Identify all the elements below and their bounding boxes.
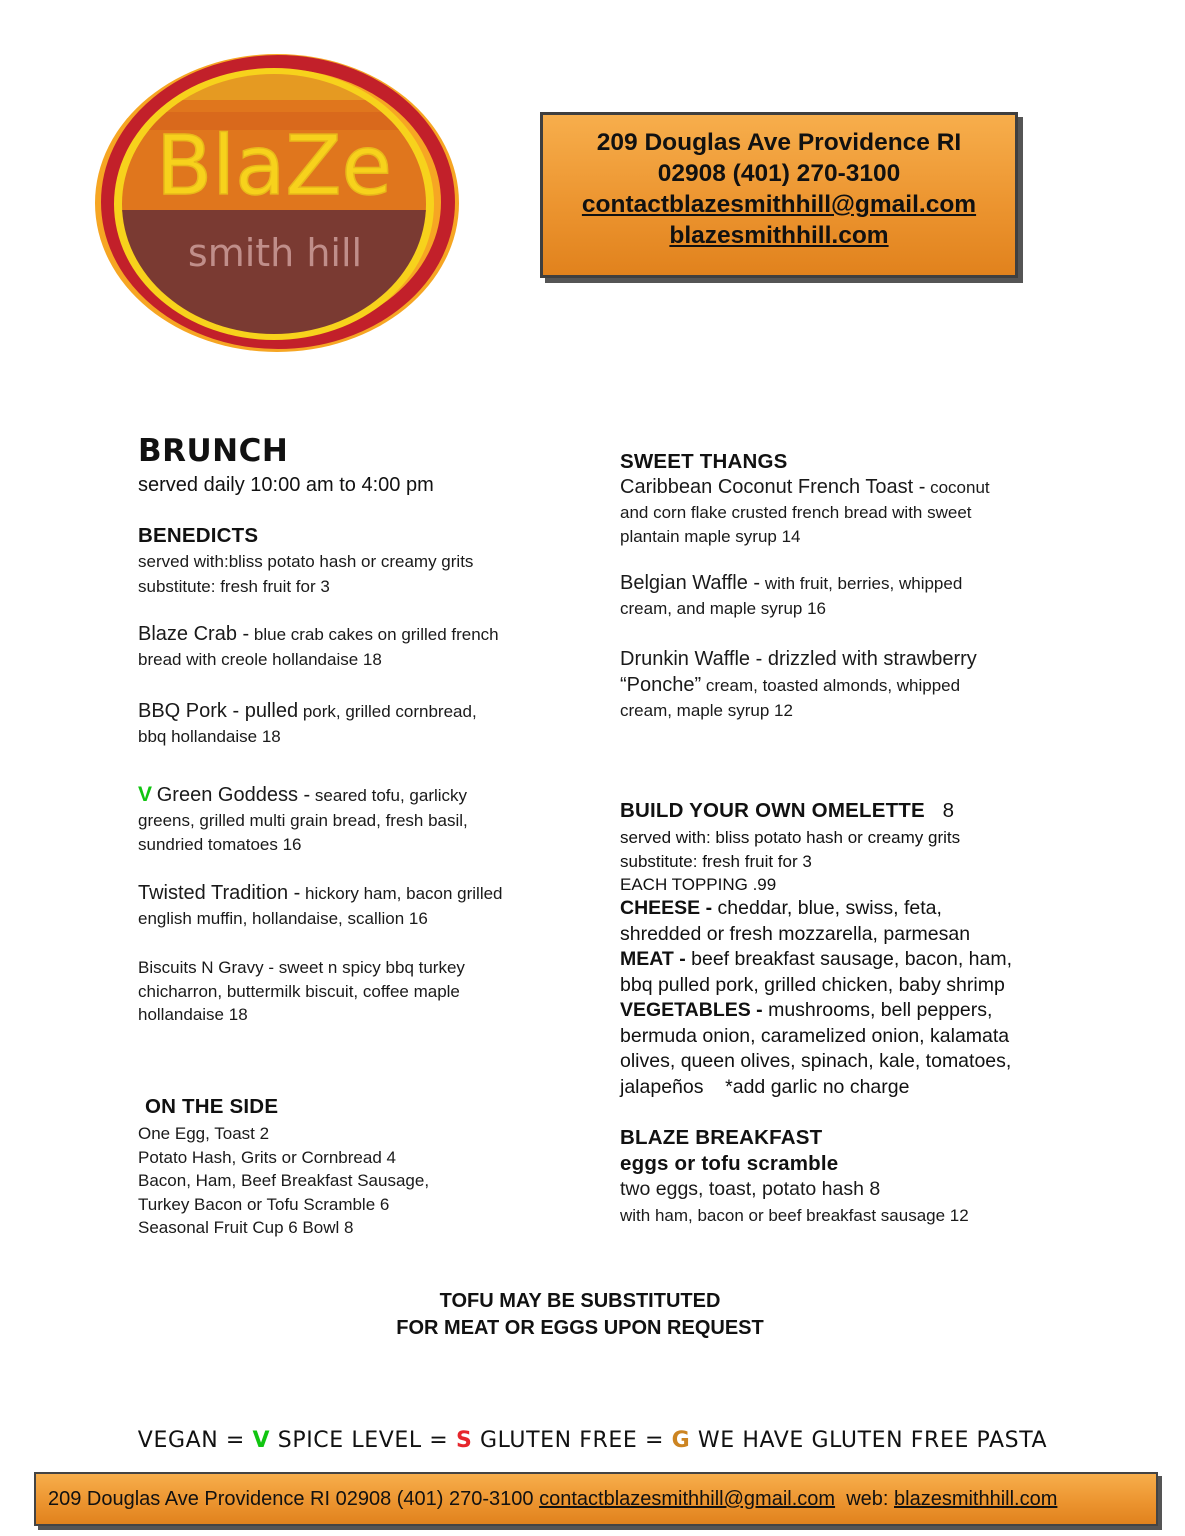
- menu-item-biscuits-n-gravy: [138, 956, 578, 1027]
- legend-pasta-note: WE HAVE GLUTEN FREE PASTA: [697, 1428, 1048, 1453]
- brunch-title: BRUNCH: [138, 433, 289, 469]
- vegetable-options: mushrooms, bell peppers,: [768, 999, 993, 1021]
- footer-website-link[interactable]: blazesmithhill.com: [894, 1488, 1058, 1510]
- item-desc: with fruit, berries, whipped: [764, 574, 963, 593]
- item-desc: cream, toasted almonds, whipped: [705, 675, 961, 695]
- list-item: Bacon, Ham, Beef Breakfast Sausage,: [138, 1171, 430, 1190]
- footer-bar: [34, 1472, 1158, 1526]
- cheese-options: shredded or fresh mozzarella, parmesan: [620, 922, 971, 945]
- menu-item-drunkin-waffle: [620, 647, 1060, 724]
- list-item: Seasonal Fruit Cup 6 Bowl 8: [138, 1218, 354, 1237]
- item-desc: cream, and maple syrup 16: [620, 598, 826, 618]
- omelette-served-with: served with: bliss potato hash or creamy grits: [620, 828, 961, 847]
- footer-web-label: web:: [846, 1488, 889, 1510]
- meat-options: bbq pulled pork, grilled chicken, baby shrimp: [620, 973, 1005, 996]
- item-desc: bbq hollandaise 18: [138, 726, 281, 746]
- vegetable-options: jalapeños *add garlic no charge: [620, 1075, 910, 1098]
- brunch-hours: served daily 10:00 am to 4:00 pm: [138, 474, 434, 496]
- cheese-label: CHEESE -: [620, 897, 713, 919]
- menu-item-twisted-tradition: [138, 881, 578, 931]
- vegan-mark: V: [138, 783, 153, 806]
- vegetables-label: VEGETABLES -: [620, 999, 763, 1021]
- blaze-breakfast-subtitle: eggs or tofu scramble: [620, 1152, 839, 1175]
- item-desc: hickory ham, bacon grilled: [305, 884, 503, 903]
- item-desc: and corn flake crusted french bread with sweet: [620, 502, 972, 522]
- item-name: Green Goddess -: [156, 784, 311, 806]
- benedicts-substitute: substitute: fresh fruit for 3: [138, 576, 330, 596]
- item-desc: sweet n spicy bbq turkey: [278, 958, 465, 977]
- item-desc: pork, grilled cornbread,: [302, 702, 477, 721]
- logo-word: BlaZe: [156, 119, 392, 214]
- blaze-breakfast-line: with ham, bacon or beef breakfast sausage 12: [620, 1205, 969, 1225]
- omelette-toppings: [620, 896, 1070, 1100]
- meat-label: MEAT -: [620, 948, 686, 970]
- blaze-logo: [92, 52, 462, 354]
- item-desc: “Ponche”: [620, 673, 702, 696]
- item-desc: plantain maple syrup 14: [620, 527, 801, 546]
- item-desc: english muffin, hollandaise, scallion 16: [138, 908, 428, 928]
- logo-subtitle: smith hill: [187, 231, 363, 275]
- list-item: One Egg, Toast 2: [138, 1124, 270, 1143]
- tofu-note-line2: FOR MEAT OR EGGS UPON REQUEST: [396, 1317, 764, 1339]
- omelette-info: [620, 826, 1070, 897]
- tofu-note-line1: TOFU MAY BE SUBSTITUTED: [439, 1290, 721, 1312]
- legend-spice-mark: S: [455, 1428, 473, 1453]
- vegetable-options: olives, queen olives, spinach, kale, tomatoes,: [620, 1050, 1012, 1072]
- omelette-title: [620, 799, 954, 823]
- menu-item-bbq-pork: [138, 699, 578, 749]
- omelette-price: 8: [942, 799, 955, 822]
- tofu-note: [330, 1288, 830, 1342]
- item-name: Belgian Waffle -: [620, 572, 761, 594]
- legend-gluten-label: GLUTEN FREE =: [479, 1428, 665, 1453]
- item-name: Caribbean Coconut French Toast -: [620, 476, 926, 498]
- contact-website-link[interactable]: blazesmithhill.com: [669, 222, 889, 249]
- contact-address-line2: 02908 (401) 270-3100: [657, 160, 901, 187]
- omelette-title-text: BUILD YOUR OWN OMELETTE: [620, 799, 925, 822]
- vegetable-options: bermuda onion, caramelized onion, kalamata: [620, 1024, 1010, 1047]
- legend-vegan-mark: V: [252, 1428, 271, 1453]
- item-desc: sundried tomatoes 16: [138, 835, 302, 854]
- cheese-options: cheddar, blue, swiss, feta,: [717, 897, 942, 919]
- item-name: BBQ Pork - pulled: [138, 700, 299, 722]
- contact-address-line1: 209 Douglas Ave Providence RI: [596, 129, 962, 156]
- item-desc: cream, maple syrup 12: [620, 701, 793, 720]
- omelette-substitute: substitute: fresh fruit for 3: [620, 851, 812, 871]
- menu-item-belgian-waffle: [620, 571, 1060, 621]
- legend-vegan-label: VEGAN =: [137, 1428, 245, 1453]
- item-desc: coconut: [930, 478, 990, 497]
- item-desc: blue crab cakes on grilled french: [253, 625, 499, 644]
- sweet-thangs-title: SWEET THANGS: [620, 450, 788, 473]
- blaze-breakfast-title: BLAZE BREAKFAST: [620, 1126, 823, 1149]
- item-desc: bread with creole hollandaise 18: [138, 649, 382, 669]
- footer-email-link[interactable]: contactblazesmithhill@gmail.com: [539, 1488, 836, 1510]
- benedicts-title: BENEDICTS: [138, 524, 259, 547]
- on-the-side-list: [138, 1122, 558, 1240]
- list-item: Turkey Bacon or Tofu Scramble 6: [138, 1194, 390, 1214]
- footer-address: 209 Douglas Ave Providence RI 02908 (401) 270-3100: [48, 1488, 534, 1510]
- menu-item-blaze-crab: [138, 622, 578, 672]
- item-name: Biscuits N Gravy -: [138, 958, 275, 977]
- benedicts-served-with: served with:bliss potato hash or creamy grits: [138, 552, 474, 571]
- item-name: Twisted Tradition -: [138, 882, 301, 904]
- meat-options: beef breakfast sausage, bacon, ham,: [691, 948, 1013, 970]
- legend-spice-label: SPICE LEVEL =: [277, 1428, 449, 1453]
- item-desc: chicharron, buttermilk biscuit, coffee maple: [138, 981, 460, 1001]
- item-desc: greens, grilled multi grain bread, fresh basil,: [138, 810, 468, 830]
- menu-item-caribbean-french-toast: [620, 475, 1060, 550]
- omelette-topping-price: EACH TOPPING .99: [620, 875, 777, 894]
- blaze-breakfast-info: [620, 1177, 1070, 1228]
- list-item: Potato Hash, Grits or Cornbread 4: [138, 1147, 396, 1167]
- contact-email-link[interactable]: contactblazesmithhill@gmail.com: [581, 191, 977, 218]
- item-desc: seared tofu, garlicky: [314, 786, 468, 805]
- menu-item-green-goddess: [138, 783, 578, 858]
- legend-gluten-mark: G: [671, 1428, 691, 1453]
- on-the-side-title: ON THE SIDE: [145, 1095, 279, 1118]
- benedicts-info: [138, 550, 578, 599]
- dietary-legend: [0, 1428, 1185, 1453]
- item-name: Drunkin Waffle - drizzled with strawberry: [620, 648, 977, 670]
- contact-box: [540, 112, 1018, 278]
- item-desc: hollandaise 18: [138, 1005, 248, 1024]
- blaze-breakfast-line: two eggs, toast, potato hash 8: [620, 1178, 881, 1200]
- item-name: Blaze Crab -: [138, 623, 250, 645]
